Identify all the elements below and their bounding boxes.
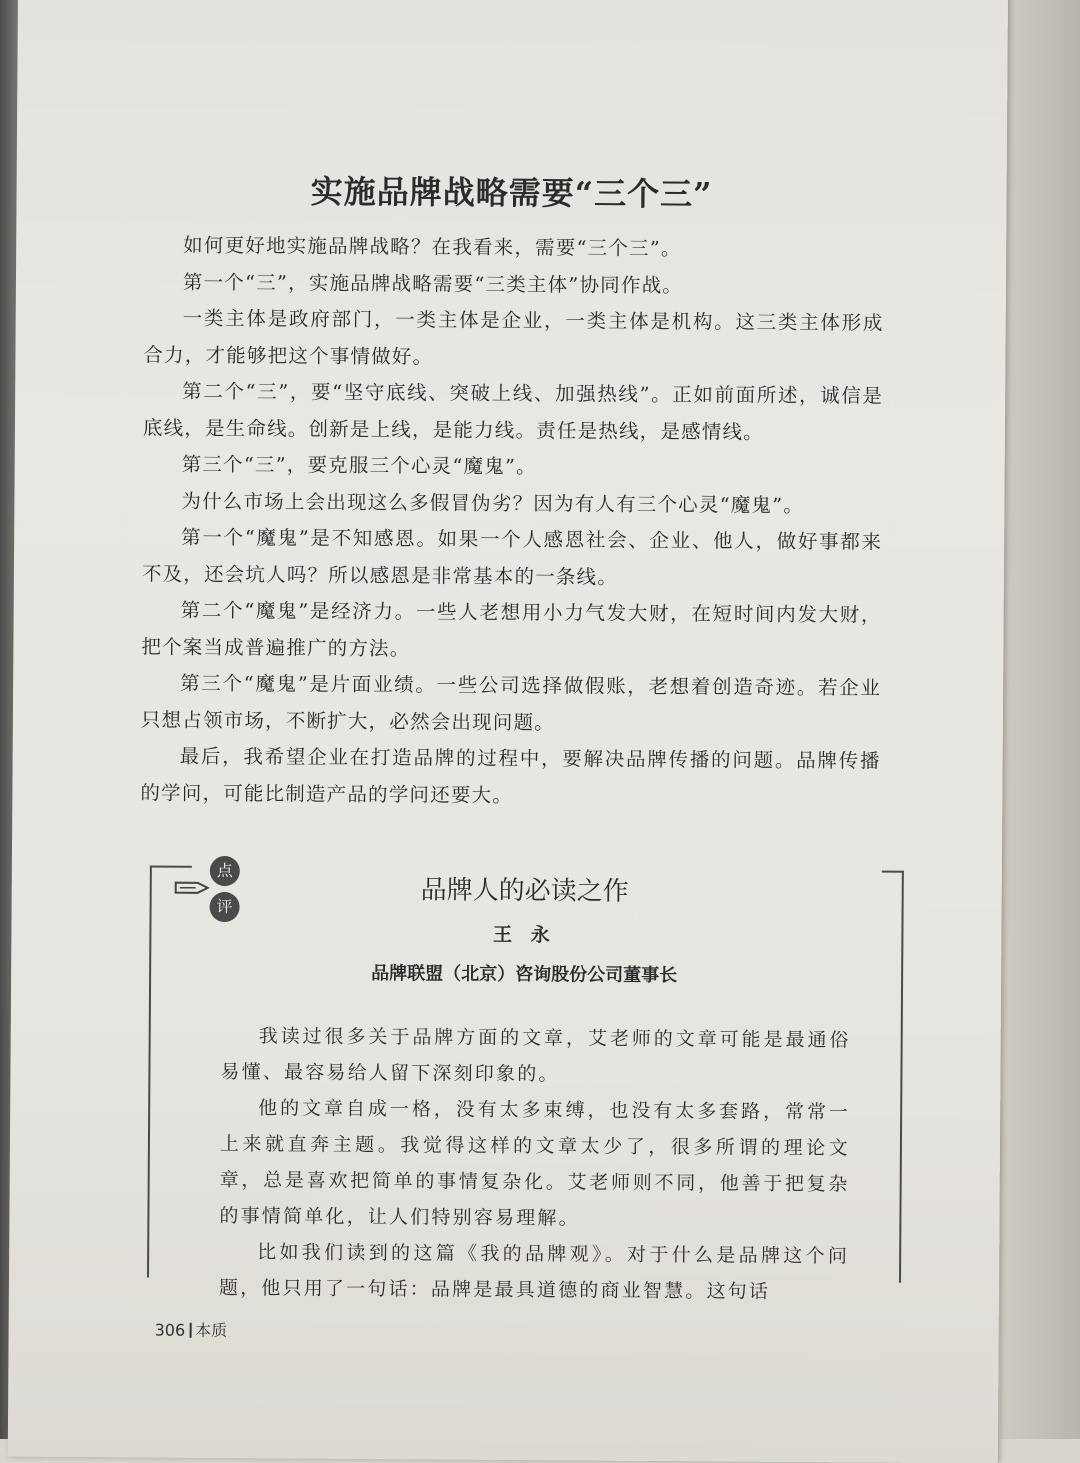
article-body xyxy=(140,227,884,816)
article-paragraph: 第一个“三”，实施品牌战略需要“三类主体”协同作战。 xyxy=(182,270,684,297)
article-title: 实施品牌战略需要“三个三” xyxy=(310,172,713,214)
article-paragraph: 如何更好地实施品牌战略？在我看来，需要“三个三”。 xyxy=(183,233,682,261)
footer-divider xyxy=(189,1323,191,1338)
article-paragraph: 最后，我希望企业在打造品牌的过程中，要解决品牌传播的问题。品牌传播的学问，可能比制造产品的学问还要大。 xyxy=(140,744,881,807)
article-paragraph: 第二个“三”，要“坚守底线、突破上线、加强热线”。正如前面所述，诚信是底线，是生命线。创新是上线，是能力线。责任是热线，是感情线。 xyxy=(142,379,884,444)
review-author: 王 永 xyxy=(493,923,556,947)
article-paragraph: 第二个“魔鬼”是经济力。一些人老想用小力气发大财，在短时间内发大财，把个案当成普遍推广的方法。 xyxy=(141,598,882,660)
book-page xyxy=(8,0,1008,1463)
badge-bottom-char: 评 xyxy=(209,892,239,922)
article-paragraph: 为什么市场上会出现这么多假冒伪劣？因为有人有三个心灵“魔鬼”。 xyxy=(181,489,805,517)
article-paragraph: 第一个“魔鬼”是不知感恩。如果一个人感恩社会、企业、他人，做好事都来不及，还会坑人吗？所以感恩是非常基本的一条线。 xyxy=(141,525,883,589)
page-number: 306 xyxy=(154,1320,186,1340)
next-page-edge xyxy=(1000,0,1080,1439)
article-paragraph: 第三个“三”，要克服三个心灵“魔鬼”。 xyxy=(181,452,537,479)
article-paragraph: 一类主体是政府部门，一类主体是企业，一类主体是机构。这三类主体形成合力，才能够把这个事情做好。 xyxy=(143,306,884,368)
page-footer xyxy=(155,1318,228,1342)
badge-top-char: 点 xyxy=(210,856,240,886)
review-author-role: 品牌联盟（北京）咨询股份公司董事长 xyxy=(371,963,678,987)
review-body xyxy=(219,1018,851,1310)
review-title: 品牌人的必读之作 xyxy=(420,875,629,907)
article-paragraph: 第三个“魔鬼”是片面业绩。一些公司选择做假账，老想着创造奇迹。若企业只想占领市场，不断扩大，必然会出现问题。 xyxy=(140,671,882,734)
review-paragraph: 他的文章自成一格，没有太多束缚，也没有太多套路，常常一上来就直奔主题。我觉得这样的文章太少了，很多所谓的理论文章，总是喜欢把简单的事情复杂化。艾老师则不同，他善于把复杂的事情简单化，让人们特别容易理解。 xyxy=(219,1097,851,1230)
book-title: 本质 xyxy=(195,1320,228,1341)
review-paragraph: 比如我们读到的这篇《我的品牌观》。对于什么是品牌这个问题，他只用了一句话：品牌是最具道德的商业智慧。这句话 xyxy=(218,1241,850,1303)
review-paragraph: 我读过很多关于品牌方面的文章，艾老师的文章可能是最通俗易懂、最容易给人留下深刻印象的。 xyxy=(220,1025,851,1086)
